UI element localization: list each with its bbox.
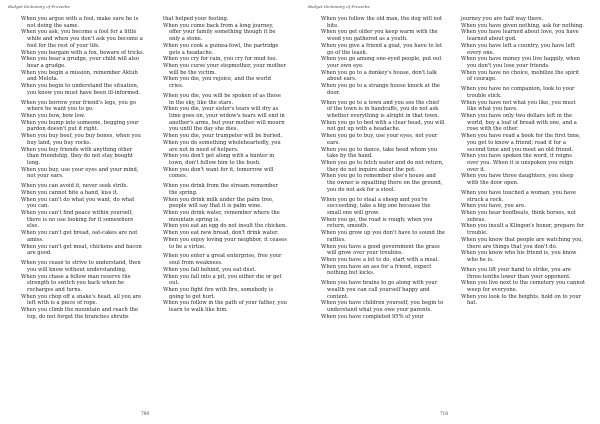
running-header: Budget Dictionary of Proverbs: [308, 4, 370, 9]
proverb-entry: When you don't want for it, tomorrow will comes.: [163, 166, 274, 180]
proverb-entry: When you ask, you become a fool for a little while and when you don't ask you become a fool for the rest of your life.: [21, 29, 143, 49]
proverb-entry: When you have completed 95% of your: [321, 313, 424, 320]
proverb-entry: When you can't get bread, oat-cakes are not amiss.: [21, 230, 138, 243]
proverb-entry: When you know who his friend is, you know who he is.: [461, 250, 577, 263]
proverb-entry: When you have money you live happily, when you don't you lose your friends.: [461, 56, 581, 69]
proverb-entry: When you argue with a fool, make sure he is not doing the same.: [21, 16, 139, 29]
proverb-entry: When you can't do what you want, do what you can.: [21, 196, 135, 210]
proverb-entry: When you drink milk under the palm tree, people will say that it is palm wine.: [163, 196, 274, 210]
proverb-entry: When you go to steal a sheep and you're succeeding, take a big one because the small one will grow.: [321, 196, 431, 217]
proverb-entry: When you have an ass for a friend, expect nothing but kicks.: [321, 263, 432, 277]
proverb-entry: When you have left a country, you have left every one.: [461, 42, 575, 56]
proverb-entry: When you enjoy loving your neighbor, it ceases to be a virtue.: [163, 236, 287, 250]
proverb-entry: When you bear a grudge, your child will also bear a grudge.: [21, 56, 139, 69]
proverb-entry: When you get older you keep warm with the wood you gathered as a youth.: [321, 29, 438, 43]
proverb-entry: When you can avoid it, never seek strife.: [21, 183, 129, 190]
proverb-entry: When you fight fire with fire, somebody is going to get hurt.: [163, 286, 274, 300]
proverb-entry: When you go to remember else's house and the owner is squatting there on the ground, you do not ask for a stool.: [321, 173, 443, 193]
proverb-entry: When you come back from a long journey, offer your family something though it be only a stone.: [163, 22, 276, 43]
proverb-entry: When you go to a donkey's house, don't talk about ears.: [321, 69, 437, 83]
proverb-entry: When you drink water, remember where the mountain spring is.: [163, 210, 280, 223]
proverb-entry: When you go among one-eyed people, put out your own eye.: [321, 56, 442, 69]
entry-column: [163, 16, 287, 314]
proverb-entry: When you go to a town and you see the chief of the town is in handcuffs, you do not ask whether everything is alright in that town.: [321, 99, 440, 120]
proverb-entry: When you can't get meat, chickens and bacon are good.: [21, 243, 142, 257]
right-page: [300, 0, 600, 424]
proverb-entry: When you buy friends with anything other than friendship, they do not stay bought long.: [21, 146, 133, 166]
proverb-entry: When you have only two dollars left in the world, buy a loaf of bread with one, and a rose with the other.: [461, 113, 577, 133]
proverb-entry: When you die, you rejoice, and the world cries.: [163, 76, 271, 90]
page-number: 709: [141, 411, 149, 416]
proverb-entry: When you climb the mountain and reach the top, do not forget the branches shrubs: [21, 307, 139, 320]
proverb-entry: When you drink from the stream remember the spring.: [163, 183, 278, 196]
proverb-entry: When you curse your stepmother, your mother will be the victim.: [163, 62, 286, 76]
proverb-entry: When you do something wholeheartedly, you are not in need of helpers.: [163, 139, 281, 153]
proverb-entry: When you look to the heights, hold on to your hat.: [461, 293, 582, 307]
proverb-entry: When you cannot bite a hand, kiss it.: [21, 189, 119, 196]
proverb-entry: When you die, your trumpeter will be buried.: [163, 133, 283, 140]
proverb-entry: When you insult a Klingon's honor, prepare for trouble.: [461, 223, 585, 237]
entry-column: [21, 16, 145, 321]
proverb-entry: When you go, the road is rough; when you return, smooth.: [321, 216, 433, 230]
proverb-entry: When you have, you are.: [461, 203, 526, 210]
proverb-entry: When you go to a strange house knock at the door.: [321, 83, 440, 96]
proverb-entry: When you hear hoofbeats, think horses, not zebras.: [461, 210, 576, 223]
running-header: Budget Dictionary of Proverbs: [8, 4, 70, 9]
proverb-entry: When you fall into a pit, you either die or get out.: [163, 273, 282, 287]
proverb-entry: When you live next to the cemetery you cannot weep for everyone.: [461, 280, 585, 293]
proverb-entry: When you bump into someone, begging your pardon doesn't put it right.: [21, 119, 139, 133]
proverb-entry: When you grow up you don't have to sound the rattles.: [321, 230, 445, 243]
proverb-entry: When you bargain with a fox, beware of tricks.: [21, 49, 145, 56]
proverb-entry: When you cease to strive to understand, then you will know without understanding.: [21, 260, 141, 273]
proverb-entry: When you can't find peace within yourself, there is no use looking for it somewhere else.: [21, 210, 134, 230]
proverb-entry: When you cry for rain, you cry for mud too.: [163, 56, 278, 63]
proverb-entry: When you follow in the path of your father, you learn to walk like him.: [163, 300, 287, 314]
proverb-entry: When you eat new bread, don't drink water.: [163, 230, 279, 237]
proverb-entry: When you have learned about love, you have learned about god.: [461, 29, 579, 43]
proverb-entry: When you have a good government the grass will grow over your troubles.: [321, 243, 440, 257]
proverb-entry: When you die, your sister's tears will dry as time goes on, your widow's tears will end in another's arms, but your mother will mourn you until the day she dies.: [163, 106, 285, 133]
proverb-entry: When you go to bed with a clear head, you will not get up with a headache.: [321, 119, 445, 133]
proverb-entry: When you cook a guinea-fowl, the partridge gets a headache.: [163, 42, 279, 56]
proverb-entry: When you go to buy, use your eyes, not your ears.: [321, 133, 438, 146]
proverb-entry: When you eat an egg do not insult the chicken.: [163, 223, 287, 230]
proverb-entry: When you lift your hand to strike, you are three-tenths lower than your opponent.: [461, 266, 571, 280]
proverb-entry: When you have touched a woman, you have struck a rock.: [461, 189, 577, 203]
proverb-entry: When you begin to understand the situation, you know you must have been ill-informed.: [21, 83, 141, 96]
proverb-entry: When you fall behind, you eat dust.: [163, 266, 257, 273]
proverb-entry: When you chop off a snake's head, all you are left with is a piece of rope.: [21, 293, 142, 307]
proverb-entry: When you have not what you like, you must like what you have.: [461, 99, 576, 113]
proverb-entry: When you have no choice, mobilize the spirit of courage.: [461, 69, 580, 83]
proverb-entry: When you have a lot to do, start with a meal.: [321, 256, 440, 263]
proverb-entry: When you chase a fellow man reserve the strength to switch you back when he recharges and turns.: [21, 273, 131, 293]
proverb-entry: When you know that people are watching you, there are things that you don't do.: [461, 236, 584, 250]
proverb-entry: When you have read a book for the first time, you get to know a friend; read it for a second time and you meet an old friend.: [461, 133, 581, 153]
proverb-entry: When you have three daughters, you sleep with the door open.: [461, 173, 574, 187]
proverb-entry: When you buy beef, you buy bones, when you buy land, you buy rocks.: [21, 133, 141, 146]
proverb-entry: When you borrow your friend's legs, you go where he want you to go.: [21, 99, 136, 113]
proverb-entry: When you have spoken the word, it reigns over you. When it is unspoken you reign over it.: [461, 153, 573, 173]
proverb-entry: When you bow, bow low.: [21, 113, 86, 120]
proverb-entry: When you have no companion, look to your trouble stick.: [461, 86, 575, 99]
proverb-entry: When you go to dance, take heed whom you take by the hand.: [321, 146, 438, 160]
proverb-entry: When you die, you will be spoken of as those in the sky, like the stars.: [163, 92, 281, 106]
proverb-entry: When you follow the old man, the dog will not bite.: [321, 16, 443, 29]
proverb-entry: When you have children yourself, you begin to understand what you owe your parents.: [321, 300, 444, 314]
entry-column: [461, 16, 585, 307]
proverb-entry: journey you are half way there.: [461, 16, 544, 22]
proverb-entry: When you go to fetch water and do not return, they do not inquire about the pot.: [321, 159, 444, 173]
proverb-entry: When you give a friend a goat, you have to let go of the leash.: [321, 42, 443, 56]
proverb-entry: When you buy, use your eyes and your mind, not your ears.: [21, 166, 139, 180]
proverb-entry: When you have brains to go along with your wealth you can call yourself happy and content.: [321, 280, 438, 300]
proverb-entry: When you begin a mission, remember Aktuh and Melota.: [21, 69, 138, 83]
page-number: 710: [440, 411, 448, 416]
proverb-entry: When you have given nothing, ask for nothing.: [461, 22, 584, 29]
proverb-entry: that helped your footing.: [163, 16, 229, 22]
entry-column: [321, 16, 445, 321]
proverb-entry: When you enter a great enterprise, free your soul from weakness.: [163, 253, 282, 267]
proverb-entry: When you don't get along with a hunter in town, don't follow him to the bush.: [163, 153, 275, 166]
